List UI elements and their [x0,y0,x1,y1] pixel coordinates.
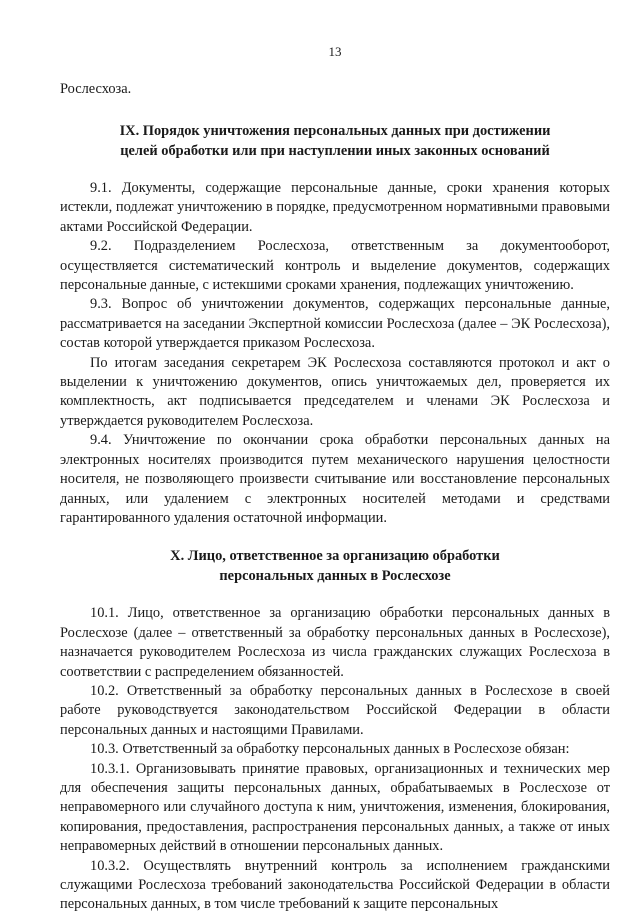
paragraph-10-3-2: 10.3.2. Осуществлять внутренний контроль за исполнением гражданскими служащими Рослесхоза требований законодательства Российской Федерации в области персональных данных, в том числе требований к защите персональных [60,857,610,913]
paragraph-9-2: 9.2. Подразделением Рослесхоза, ответственным за документооборот, осуществляется систематический контроль и выделение документов, содержащих персональные данные, с истекшими сроками хранения, подлежащих уничтожению. [60,238,610,294]
paragraph-9-3: 9.3. Вопрос об уничтожении документов, содержащих персональные данные, рассматривается на заседании Экспертной комиссии Рослесхоза (далее – ЭК Рослесхоза), состав которой утверждается приказом Рослесхоза. [60,296,610,352]
section-heading [60,121,610,161]
paragraph-10-1: 10.1. Лицо, ответственное за организацию обработки персональных данных в Рослесхозе (далее – ответственный за обработку персональных данных в Рослесхозе), назначается руководителем Рослесхоза из числа гражданских служащих Рослесхоза в соответствии с распределением обязанностей. [60,605,610,680]
heading-line: X. Лицо, ответственное за организацию обработки [170,548,500,565]
section-ix [60,121,610,528]
paragraph-9-4: 9.4. Уничтожение по окончании срока обработки персональных данных на электронных носителях производится путем механического нарушения целостности носителя, не позволяющего произвести считывание или восстановление персональных данных, или удалением с электронных носителей методами и средствами гарантированного удаления остаточной информации. [60,432,610,526]
continued-text-fragment: Рослесхоза. [60,81,132,97]
section-x [60,546,610,915]
paragraph-10-3-1: 10.3.1. Организовывать принятие правовых, организационных и технических мер для обеспечения защиты персональных данных, обрабатываемых в Рослесхозе от неправомерного или случайного доступа к ним, уничтожения, изменения, блокирования, копирования, предоставления, распространения персональных данных, а также от иных неправомерных действий в отношении персональных данных. [60,760,610,855]
heading-line: персональных данных в Рослесхозе [219,568,451,585]
paragraph-10-3: 10.3. Ответственный за обработку персональных данных в Рослесхозе обязан: [90,741,570,758]
paragraph-9-1: 9.1. Документы, содержащие персональные данные, сроки хранения которых истекли, подлежат уничтожению в порядке, предусмотренном нормативными правовыми актами Российской Федерации. [60,180,610,235]
paragraph-10-2: 10.2. Ответственный за обработку персональных данных в Рослесхозе в своей работе руководствуется законодательством Российской Федерации в области персональных данных и настоящими Правилами. [60,682,610,738]
section-heading [60,546,610,586]
page-number: 13 [328,44,342,59]
section-gap [60,528,610,546]
heading-line: целей обработки или при наступлении иных законных оснований [120,143,550,159]
paragraph-9-3-protocol: По итогам заседания секретарем ЭК Рослесхоза составляются протокол и акт о выделении к уничтожению документов, опись уничтожаемых дел, проверяется их комплектность, акт подписывается председателем и членами ЭК Рослесхоза и утверждается руководителем Рослесхоза. [60,354,610,429]
heading-line: IX. Порядок уничтожения персональных данных при достижении [119,123,551,139]
